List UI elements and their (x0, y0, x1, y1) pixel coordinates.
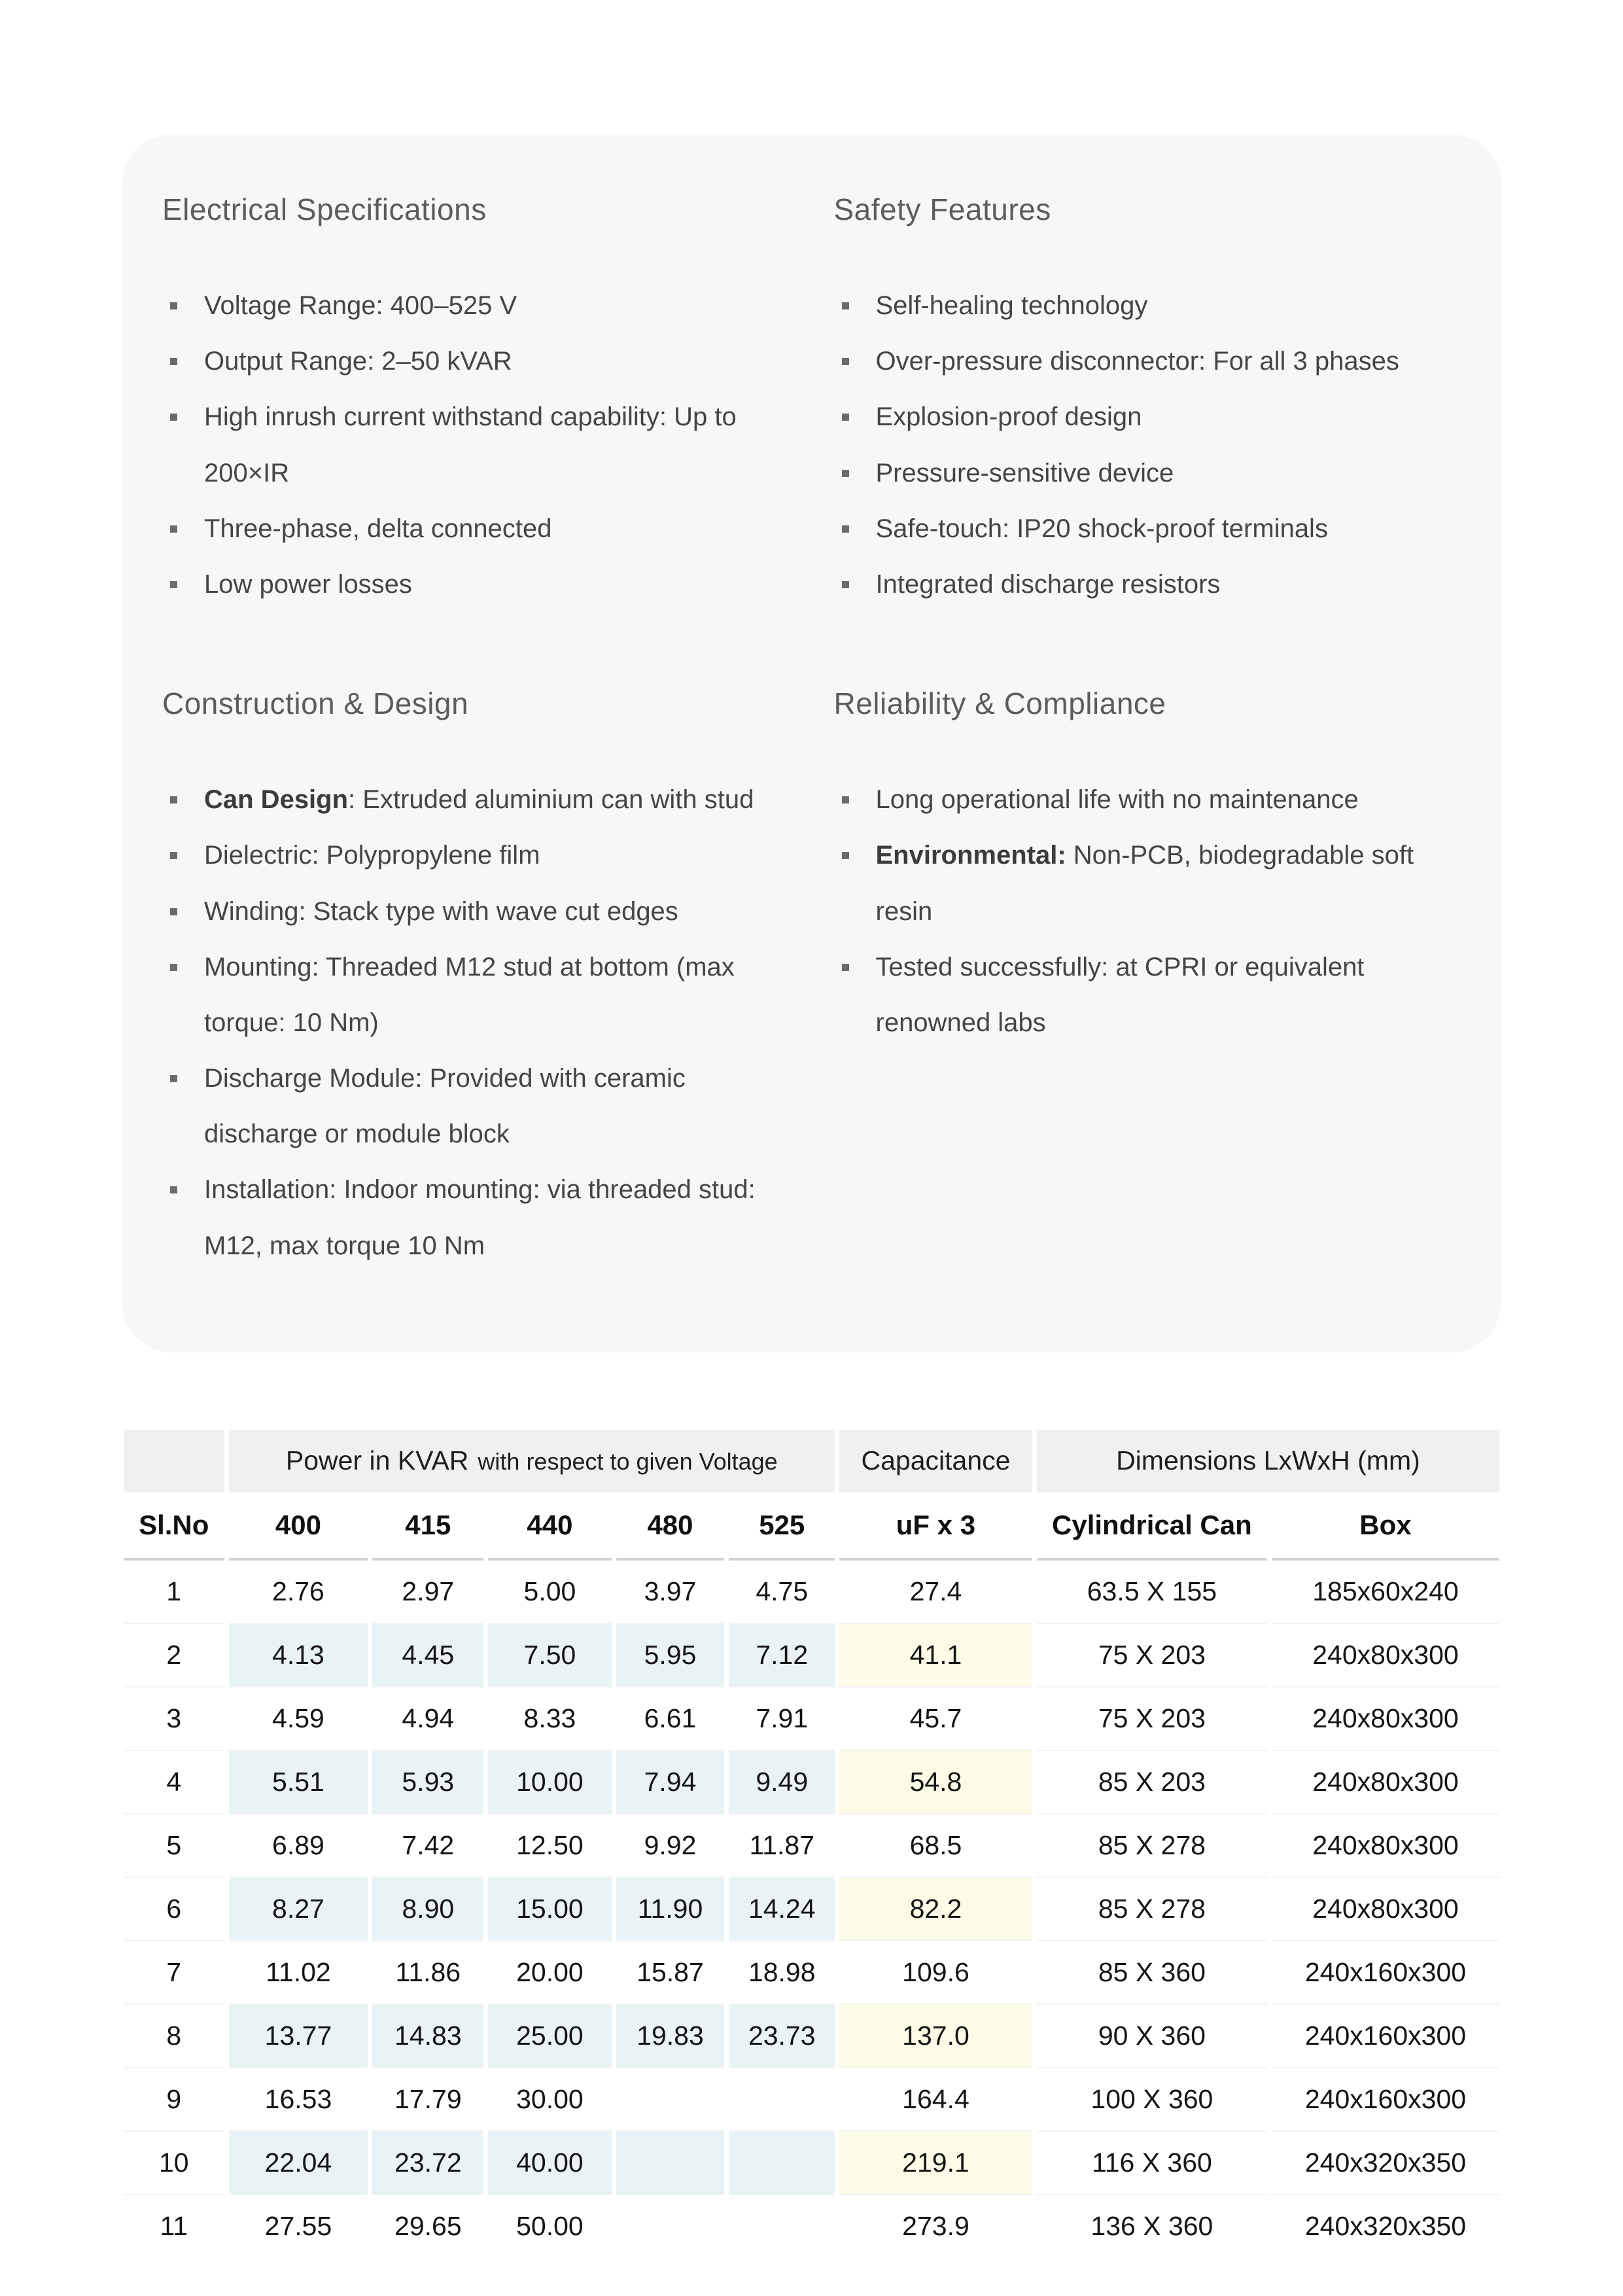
cell-415: 4.45 (372, 1624, 483, 1687)
band-empty-cell (124, 1430, 224, 1492)
cell-400: 4.59 (229, 1687, 368, 1751)
cell-uf: 219.1 (839, 2132, 1032, 2195)
section-title: Reliability & Compliance (833, 686, 1166, 721)
cell-525: 7.12 (729, 1624, 835, 1687)
bullet-item: Three-phase, delta connected (162, 501, 779, 557)
cell-box: 240x80x300 (1272, 1814, 1499, 1878)
cell-440: 40.00 (488, 2132, 611, 2195)
cell-box: 240x160x300 (1272, 2068, 1499, 2132)
band-power-subtitle: with respect to given Voltage (478, 1448, 778, 1475)
table-row (124, 1751, 1499, 1814)
features-card (122, 134, 1501, 1352)
cell-400: 22.04 (229, 2132, 368, 2195)
header-slno: Sl.No (124, 1492, 224, 1561)
cell-525: 9.49 (729, 1751, 835, 1814)
header-480: 480 (616, 1492, 725, 1561)
section-electrical-specifications (162, 192, 779, 612)
cell-box: 240x80x300 (1272, 1878, 1499, 1941)
cell-slno: 7 (124, 1941, 224, 2005)
cell-cylindrical-can: 75 X 203 (1037, 1687, 1267, 1751)
table-row (124, 2195, 1499, 2257)
cell-440: 15.00 (488, 1878, 611, 1941)
section-construction-design (162, 686, 779, 1274)
cell-480 (616, 2195, 725, 2257)
cell-uf: 164.4 (839, 2068, 1032, 2132)
header-440: 440 (488, 1492, 611, 1561)
table-row (124, 2005, 1499, 2068)
bullet-item: Winding: Stack type with wave cut edges (162, 884, 779, 940)
cell-480: 7.94 (616, 1751, 725, 1814)
cell-440: 25.00 (488, 2005, 611, 2068)
cell-box: 240x320x350 (1272, 2195, 1499, 2257)
cell-cylindrical-can: 85 X 278 (1037, 1814, 1267, 1878)
cell-box: 185x60x240 (1272, 1561, 1499, 1624)
bullet-item-bold-label: Can Design (204, 785, 349, 815)
cell-440: 10.00 (488, 1751, 611, 1814)
table-row (124, 1814, 1499, 1878)
table-row (124, 1624, 1499, 1687)
cell-slno: 9 (124, 2068, 224, 2132)
cell-uf: 45.7 (839, 1687, 1032, 1751)
table-body (124, 1561, 1499, 2257)
bullet-list (162, 772, 779, 1274)
cell-slno: 3 (124, 1687, 224, 1751)
table-row (124, 1687, 1499, 1751)
band-dimensions-cell: Dimensions LxWxH (mm) (1037, 1430, 1499, 1492)
cell-440: 12.50 (488, 1814, 611, 1878)
cell-480 (616, 2068, 725, 2132)
cell-uf: 273.9 (839, 2195, 1032, 2257)
cell-415: 8.90 (372, 1878, 483, 1941)
cell-480 (616, 2132, 725, 2195)
cell-480: 6.61 (616, 1687, 725, 1751)
cell-525 (729, 2068, 835, 2132)
cell-415: 11.86 (372, 1941, 483, 2005)
band-capacitance-cell: Capacitance (839, 1430, 1032, 1492)
cell-box: 240x160x300 (1272, 1941, 1499, 2005)
bullet-item: Explosion-proof design (834, 389, 1451, 445)
cell-440: 7.50 (488, 1624, 611, 1687)
cell-uf: 82.2 (839, 1878, 1032, 1941)
cell-400: 8.27 (229, 1878, 368, 1941)
bullet-item-bold-label: Environmental: (875, 841, 1066, 870)
cell-box: 240x80x300 (1272, 1751, 1499, 1814)
bullet-item: Safe-touch: IP20 shock-proof terminals (834, 501, 1451, 557)
table-row (124, 1561, 1499, 1624)
table-row (124, 1941, 1499, 2005)
bullet-item: Self-healing technology (834, 278, 1451, 334)
cell-slno: 2 (124, 1624, 224, 1687)
cell-box: 240x80x300 (1272, 1687, 1499, 1751)
cell-415: 7.42 (372, 1814, 483, 1878)
cell-480: 11.90 (616, 1878, 725, 1941)
cell-400: 13.77 (229, 2005, 368, 2068)
bullet-list (834, 278, 1451, 612)
cell-box: 240x320x350 (1272, 2132, 1499, 2195)
cell-cylindrical-can: 85 X 360 (1037, 1941, 1267, 2005)
cell-440: 8.33 (488, 1687, 611, 1751)
cell-525: 14.24 (729, 1878, 835, 1941)
bullet-list (162, 278, 779, 612)
header-525: 525 (729, 1492, 835, 1561)
bullet-item: Installation: Indoor mounting: via threaded stud: M12, max torque 10 Nm (162, 1162, 779, 1273)
cell-cylindrical-can: 100 X 360 (1037, 2068, 1267, 2132)
cell-uf: 68.5 (839, 1814, 1032, 1878)
bullet-item: Dielectric: Polypropylene film (162, 828, 779, 883)
cell-525: 23.73 (729, 2005, 835, 2068)
cell-415: 17.79 (372, 2068, 483, 2132)
table-group-header-row (124, 1430, 1499, 1492)
cell-box: 240x160x300 (1272, 2005, 1499, 2068)
cell-400: 4.13 (229, 1624, 368, 1687)
table-row (124, 1878, 1499, 1941)
cell-525: 18.98 (729, 1941, 835, 2005)
header-cylindrical-can: Cylindrical Can (1037, 1492, 1267, 1561)
cell-cylindrical-can: 85 X 203 (1037, 1751, 1267, 1814)
header-uf: uF x 3 (839, 1492, 1032, 1561)
cell-480: 19.83 (616, 2005, 725, 2068)
cell-400: 27.55 (229, 2195, 368, 2257)
bullet-item: Long operational life with no maintenance (834, 772, 1451, 828)
cell-cylindrical-can: 90 X 360 (1037, 2005, 1267, 2068)
cell-cylindrical-can: 63.5 X 155 (1037, 1561, 1267, 1624)
cell-cylindrical-can: 85 X 278 (1037, 1878, 1267, 1941)
cell-525: 7.91 (729, 1687, 835, 1751)
cell-440: 20.00 (488, 1941, 611, 2005)
cell-480: 15.87 (616, 1941, 725, 2005)
cell-415: 14.83 (372, 2005, 483, 2068)
cell-480: 5.95 (616, 1624, 725, 1687)
cell-525 (729, 2195, 835, 2257)
section-title: Safety Features (833, 192, 1051, 226)
section-title: Electrical Specifications (162, 192, 487, 226)
cell-400: 5.51 (229, 1751, 368, 1814)
cell-slno: 11 (124, 2195, 224, 2257)
cell-uf: 54.8 (839, 1751, 1032, 1814)
cell-525: 4.75 (729, 1561, 835, 1624)
cell-440: 50.00 (488, 2195, 611, 2257)
bullet-item: Voltage Range: 400–525 V (162, 278, 779, 334)
cell-uf: 27.4 (839, 1561, 1032, 1624)
cell-415: 2.97 (372, 1561, 483, 1624)
cell-cylindrical-can: 75 X 203 (1037, 1624, 1267, 1687)
cell-415: 5.93 (372, 1751, 483, 1814)
cell-slno: 10 (124, 2132, 224, 2195)
bullet-item: Mounting: Threaded M12 stud at bottom (max torque: 10 Nm) (162, 940, 779, 1051)
spec-table-wrap (0, 1352, 1623, 2257)
cell-415: 29.65 (372, 2195, 483, 2257)
cell-uf: 109.6 (839, 1941, 1032, 2005)
cell-uf: 137.0 (839, 2005, 1032, 2068)
table-row (124, 2068, 1499, 2132)
bullet-item: Output Range: 2–50 kVAR (162, 334, 779, 389)
header-415: 415 (372, 1492, 483, 1561)
cell-uf: 41.1 (839, 1624, 1032, 1687)
bullet-item: Discharge Module: Provided with ceramic discharge or module block (162, 1051, 779, 1162)
header-box: Box (1272, 1492, 1499, 1561)
cell-525 (729, 2132, 835, 2195)
cell-slno: 8 (124, 2005, 224, 2068)
cell-cylindrical-can: 136 X 360 (1037, 2195, 1267, 2257)
table-row (124, 2132, 1499, 2195)
cell-slno: 1 (124, 1561, 224, 1624)
bullet-list (834, 772, 1451, 1051)
cell-415: 4.94 (372, 1687, 483, 1751)
power-rating-table (119, 1430, 1504, 2257)
section-title: Construction & Design (162, 686, 469, 721)
cell-slno: 4 (124, 1751, 224, 1814)
bullet-item: Tested successfully: at CPRI or equivalent renowned labs (834, 940, 1451, 1051)
bullet-item: Over-pressure disconnector: For all 3 phases (834, 334, 1451, 389)
bullet-item: Pressure-sensitive device (834, 446, 1451, 501)
bullet-item: High inrush current withstand capability: Up to 200×IR (162, 389, 779, 501)
section-reliability-compliance (834, 686, 1451, 1274)
cell-525: 11.87 (729, 1814, 835, 1878)
bullet-item: Can Design: Extruded aluminium can with stud (162, 772, 779, 828)
header-400: 400 (229, 1492, 368, 1561)
cell-440: 5.00 (488, 1561, 611, 1624)
cell-cylindrical-can: 116 X 360 (1037, 2132, 1267, 2195)
cell-400: 6.89 (229, 1814, 368, 1878)
band-power-title: Power in KVAR (285, 1445, 469, 1476)
cell-400: 11.02 (229, 1941, 368, 2005)
cell-480: 3.97 (616, 1561, 725, 1624)
cell-400: 2.76 (229, 1561, 368, 1624)
bullet-item: Integrated discharge resistors (834, 557, 1451, 612)
cell-440: 30.00 (488, 2068, 611, 2132)
cell-400: 16.53 (229, 2068, 368, 2132)
cell-slno: 5 (124, 1814, 224, 1878)
cell-box: 240x80x300 (1272, 1624, 1499, 1687)
bullet-item: Low power losses (162, 557, 779, 612)
section-safety-features (834, 192, 1451, 612)
bullet-item: Environmental: Non-PCB, biodegradable soft resin (834, 828, 1451, 939)
table-column-header-row (124, 1492, 1499, 1561)
cell-480: 9.92 (616, 1814, 725, 1878)
band-power-cell (229, 1430, 835, 1492)
cell-415: 23.72 (372, 2132, 483, 2195)
cell-slno: 6 (124, 1878, 224, 1941)
